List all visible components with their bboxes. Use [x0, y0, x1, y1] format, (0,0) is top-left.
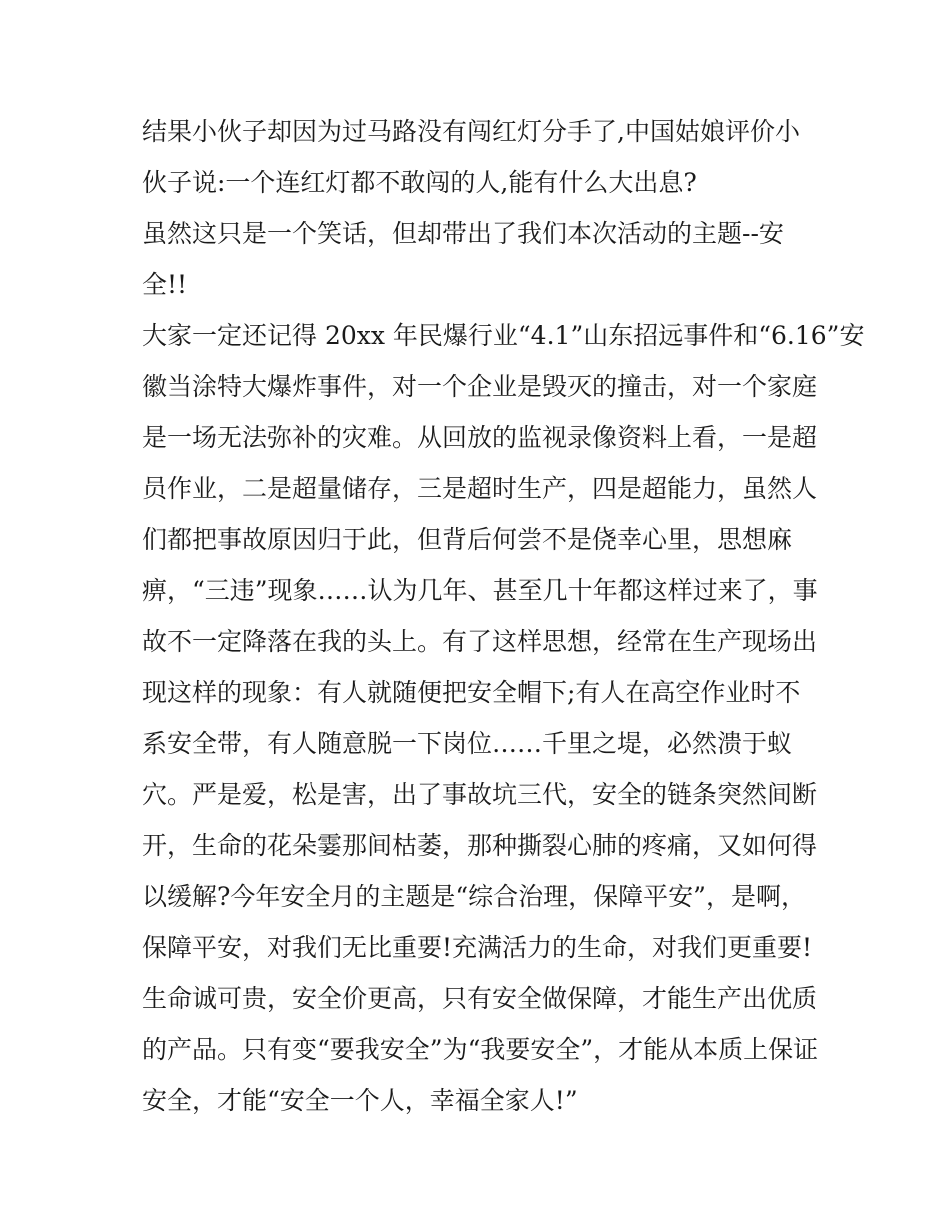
text-line: 伙子说:一个连红灯都不敢闯的人,能有什么大出息?	[142, 168, 697, 197]
text-line: 们都把事故原因归于此，但背后何尝不是侥幸心里，思想麻	[142, 525, 793, 554]
text-line: 虽然这只是一个笑话，但却带出了我们本次活动的主题--安	[142, 219, 784, 248]
text-line: 员作业，二是超量储存，三是超时生产，四是超能力，虽然人	[142, 474, 818, 503]
text-line: 现这样的现象：有人就随便把安全帽下;有人在高空作业时不	[142, 678, 801, 707]
text-line: 系安全带，有人随意脱一下岗位……千里之堤，必然溃于蚁	[142, 729, 793, 758]
text-line: 保障平安，对我们无比重要!充满活力的生命，对我们更重要!	[142, 933, 813, 962]
text-line: 开，生命的花朵霎那间枯萎，那种撕裂心肺的疼痛，又如何得	[142, 831, 818, 860]
text-line: 的产品。只有变“要我安全”为“我要安全”，才能从本质上保证	[142, 1035, 819, 1064]
text-line: 故不一定降落在我的头上。有了这样思想，经常在生产现场出	[142, 627, 818, 656]
text-line: 生命诚可贵，安全价更高，只有安全做保障，才能生产出优质	[142, 984, 818, 1013]
text-line: 以缓解?今年安全月的主题是“综合治理，保障平安”，是啊，	[142, 882, 806, 911]
text-line: 全!!	[142, 270, 188, 299]
text-line: 是一场无法弥补的灾难。从回放的监视录像资料上看，一是超	[142, 423, 818, 452]
text-line: 痹，“三违”现象……认为几年、甚至几十年都这样过来了，事	[142, 576, 818, 605]
text-line: 大家一定还记得 20xx 年民爆行业“4.1”山东招远事件和“6.16”安	[142, 321, 865, 350]
text-line: 安全，才能“安全一个人，幸福全家人!”	[142, 1086, 578, 1115]
text-line: 穴。严是爱，松是害，出了事故坑三代，安全的链条突然间断	[142, 780, 818, 809]
text-line: 结果小伙子却因为过马路没有闯红灯分手了,中国姑娘评价小	[142, 117, 800, 146]
text-line: 徽当涂特大爆炸事件，对一个企业是毁灭的撞击，对一个家庭	[142, 372, 818, 401]
document-body	[142, 106, 865, 1126]
